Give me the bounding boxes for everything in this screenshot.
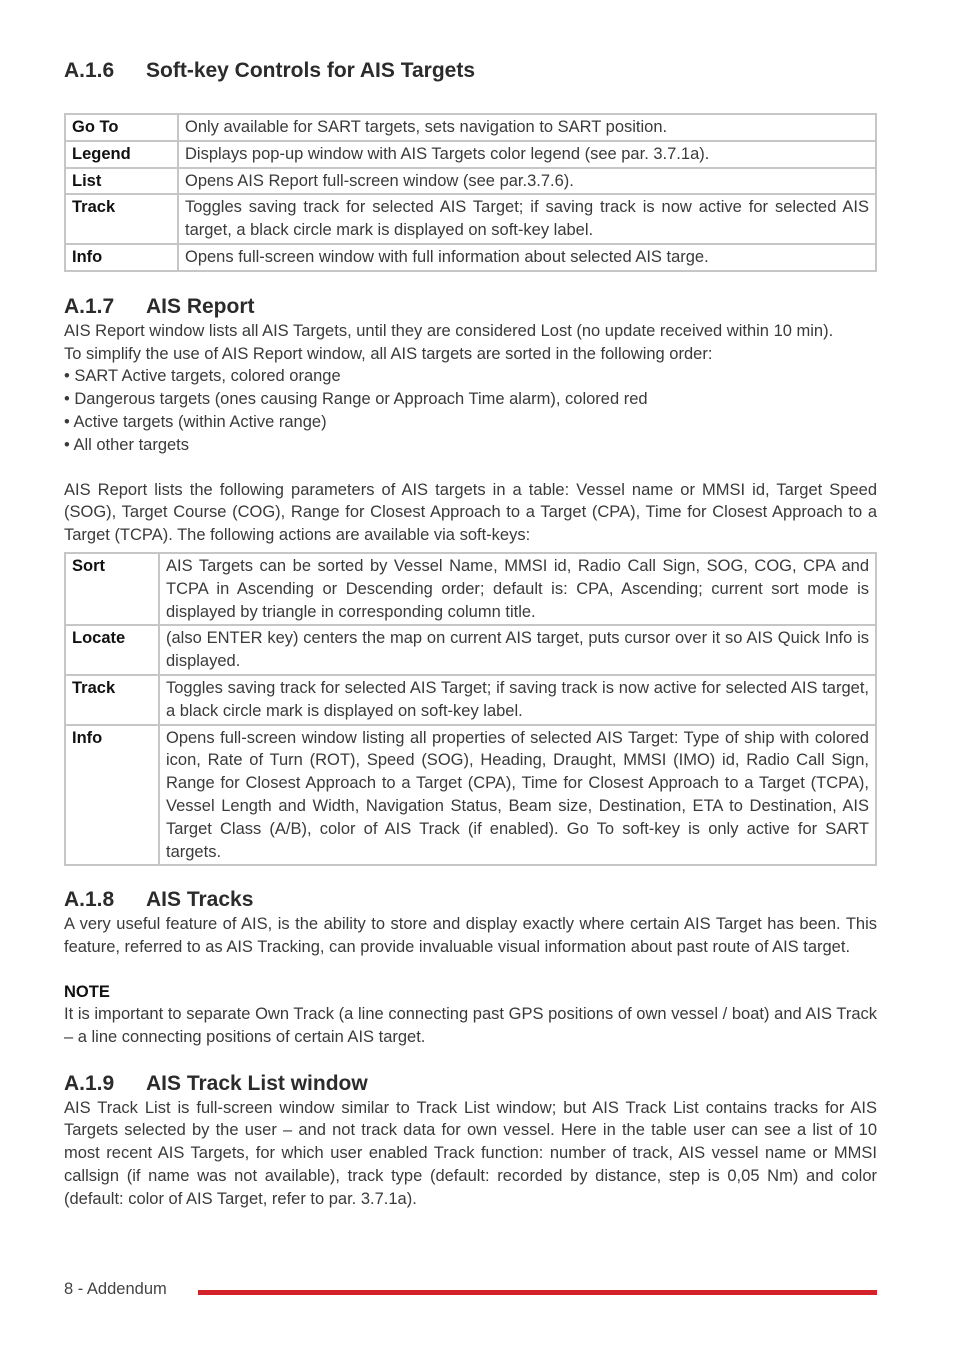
table-row <box>65 675 876 725</box>
table-value: Opens full-screen window with full information about selected AIS targe. <box>178 244 876 271</box>
section-heading-ais-tracks <box>64 887 877 913</box>
paragraph: To simplify the use of AIS Report window, all AIS targets are sorted in the following order: <box>64 344 713 363</box>
section-title: Soft-key Controls for AIS Targets <box>146 59 476 82</box>
table-row <box>65 141 876 168</box>
section-number: A.1.6 <box>64 59 115 82</box>
table-key: Go To <box>65 114 178 141</box>
table-value: Opens full-screen window listing all properties of selected AIS Target: Type of ship with colored icon, Rate of Turn (ROT), Speed (SOG), Heading, Draught, MMSI (IMO) id, Radio Call Sign, Range for Closest Approach to a Target (CPA), Time for Closest Approach to a Target (TCPA), Vessel Length and Width, Navigation Status, Beam size, Destination, ETA to Destination, AIS Target Class (A/B), color of AIS Track (if enabled). Go To soft-key is only active for SART targets. <box>159 725 876 866</box>
table-key: Legend <box>65 141 178 168</box>
table-key: Track <box>65 675 159 725</box>
section-number: A.1.9 <box>64 1071 115 1095</box>
table-value: Opens AIS Report full-screen window (see par.3.7.6). <box>178 168 876 195</box>
list-item: • Dangerous targets (ones causing Range or Approach Time alarm), colored red <box>64 390 648 409</box>
paragraph: AIS Report lists the following parameters of AIS targets in a table: Vessel name or MMSI id, Target Speed (SOG), Target Course (COG), Range for Closest Approach to a Target (CPA), Time for Closest Approach to a Target (TCPA). The following actions are available via soft-keys: <box>64 480 877 545</box>
note-title: NOTE <box>64 982 110 1001</box>
table-row <box>65 625 876 675</box>
table-key: Track <box>65 194 178 244</box>
table-key: Locate <box>65 625 159 675</box>
ais-report-table <box>64 552 877 866</box>
table-row <box>65 244 876 271</box>
table-row <box>65 725 876 866</box>
page-footer <box>64 1278 877 1300</box>
paragraph: A very useful feature of AIS, is the ability to store and display exactly where certain AIS Target has been. This feature, referred to as AIS Tracking, can provide invaluable visual information about past route of AIS target. <box>64 915 877 957</box>
section-title: AIS Track List window <box>146 1071 368 1095</box>
table-value: Displays pop-up window with AIS Targets color legend (see par. 3.7.1a). <box>178 141 876 168</box>
section-heading-ais-track-list <box>64 1071 877 1097</box>
list-item: • Active targets (within Active range) <box>64 412 327 431</box>
list-item: • SART Active targets, colored orange <box>64 367 341 386</box>
table-key: Sort <box>65 553 159 625</box>
table-row <box>65 168 876 195</box>
section-heading-ais-report <box>64 294 877 320</box>
table-key: List <box>65 168 178 195</box>
table-row <box>65 553 876 625</box>
section-title: AIS Report <box>146 294 255 318</box>
section-number: A.1.8 <box>64 888 115 912</box>
footer-accent-bar <box>198 1290 877 1295</box>
table-value: AIS Targets can be sorted by Vessel Name, MMSI id, Radio Call Sign, SOG, COG, CPA and TCPA in Ascending or Descending order; default is: CPA, Ascending; current sort mode is displayed by triangle in corresponding column title. <box>159 553 876 625</box>
table-value: Toggles saving track for selected AIS Target; if saving track is now active for selected AIS target, a black circle mark is displayed on soft-key label. <box>178 194 876 244</box>
list-item: • All other targets <box>64 435 190 454</box>
table-key: Info <box>65 244 178 271</box>
paragraph: AIS Report window lists all AIS Targets, until they are considered Lost (no update received within 10 min). <box>64 321 834 340</box>
table-value: (also ENTER key) centers the map on current AIS target, puts cursor over it so AIS Quick Info is displayed. <box>159 625 876 675</box>
paragraph: AIS Track List is full-screen window similar to Track List window; but AIS Track List contains tracks for AIS Targets selected by the user – and not track data for own vessel. Here in the table user can see a list of 10 most recent AIS Targets, for which user enabled Track function: number of track, AIS vessel name or MMSI callsign (if name was not available), track type (default: recorded by distance, step is 0,05 Nm) and color (default: color of AIS Target, refer to par. 3.7.1a). <box>64 1098 877 1208</box>
note-text: It is important to separate Own Track (a line connecting past GPS positions of own vessel / boat) and AIS Track – a line connecting positions of certain AIS target. <box>64 1004 877 1046</box>
table-value: Toggles saving track for selected AIS Target; if saving track is now active for selected AIS target, a black circle mark is displayed on soft-key label. <box>159 675 876 725</box>
section-heading-softkeys <box>64 58 877 84</box>
section-number: A.1.7 <box>64 294 115 318</box>
table-key: Info <box>65 725 159 866</box>
section-title: AIS Tracks <box>146 888 254 912</box>
softkey-table <box>64 113 877 272</box>
footer-label: 8 - Addendum <box>64 1280 167 1298</box>
table-row <box>65 194 876 244</box>
document-page <box>64 58 877 1210</box>
table-row <box>65 114 876 141</box>
table-value: Only available for SART targets, sets navigation to SART position. <box>178 114 876 141</box>
